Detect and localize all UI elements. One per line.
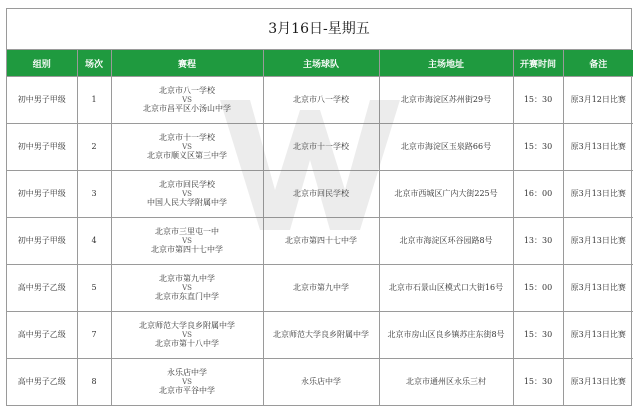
cell-home-team: 北京师范大学良乡附属中学 bbox=[263, 312, 379, 359]
team-a: 北京市八一学校 bbox=[159, 85, 215, 95]
vs-label: VS bbox=[182, 142, 192, 151]
column-header-match: 场次 bbox=[77, 50, 111, 77]
cell-match: 3 bbox=[77, 171, 111, 218]
cell-match: 8 bbox=[77, 359, 111, 406]
team-a: 永乐店中学 bbox=[167, 367, 207, 377]
team-b: 北京市顺义区第三中学 bbox=[147, 151, 227, 161]
team-b: 北京市第十八中学 bbox=[155, 339, 219, 349]
cell-time: 13：30 bbox=[513, 218, 563, 265]
cell-note: 原3月12日比赛 bbox=[563, 77, 633, 124]
cell-group: 高中男子乙级 bbox=[7, 359, 77, 406]
team-b: 北京市东直门中学 bbox=[155, 292, 219, 302]
cell-note: 原3月13日比赛 bbox=[563, 312, 633, 359]
cell-note: 原3月13日比赛 bbox=[563, 124, 633, 171]
cell-match: 1 bbox=[77, 77, 111, 124]
cell-match: 2 bbox=[77, 124, 111, 171]
cell-match: 5 bbox=[77, 265, 111, 312]
table-header-row bbox=[7, 50, 633, 77]
cell-fixture bbox=[111, 359, 263, 406]
team-b: 北京市平谷中学 bbox=[159, 386, 215, 396]
cell-address: 北京市海淀区苏州街29号 bbox=[379, 77, 513, 124]
team-a: 北京市第九中学 bbox=[159, 273, 215, 283]
team-a: 北京市回民学校 bbox=[159, 179, 215, 189]
cell-group: 高中男子乙级 bbox=[7, 312, 77, 359]
team-b: 北京市昌平区小汤山中学 bbox=[143, 104, 231, 114]
cell-home-team: 北京市八一学校 bbox=[263, 77, 379, 124]
table-row bbox=[7, 265, 633, 312]
team-b: 北京市第四十七中学 bbox=[151, 245, 223, 255]
column-header-note: 备注 bbox=[563, 50, 633, 77]
table-row bbox=[7, 359, 633, 406]
team-b: 中国人民大学附属中学 bbox=[147, 198, 227, 208]
column-header-home-team: 主场球队 bbox=[263, 50, 379, 77]
team-a: 北京师范大学良乡附属中学 bbox=[139, 320, 235, 330]
cell-address: 北京市西城区广内大街225号 bbox=[379, 171, 513, 218]
cell-note: 原3月13日比赛 bbox=[563, 359, 633, 406]
cell-fixture bbox=[111, 124, 263, 171]
cell-home-team: 北京市十一学校 bbox=[263, 124, 379, 171]
cell-time: 15：30 bbox=[513, 312, 563, 359]
cell-note: 原3月13日比赛 bbox=[563, 218, 633, 265]
cell-address: 北京市海淀区环谷园路8号 bbox=[379, 218, 513, 265]
vs-label: VS bbox=[182, 236, 192, 245]
cell-home-team: 北京市回民学校 bbox=[263, 171, 379, 218]
column-header-start-time: 开赛时间 bbox=[513, 50, 563, 77]
cell-match: 4 bbox=[77, 218, 111, 265]
column-header-group: 组别 bbox=[7, 50, 77, 77]
page-title: 3月16日-星期五 bbox=[7, 9, 631, 50]
cell-fixture bbox=[111, 77, 263, 124]
schedule-sheet bbox=[6, 8, 632, 406]
cell-group: 初中男子甲级 bbox=[7, 218, 77, 265]
vs-label: VS bbox=[182, 377, 192, 386]
cell-address: 北京市石景山区模式口大街16号 bbox=[379, 265, 513, 312]
cell-time: 16：00 bbox=[513, 171, 563, 218]
cell-match: 7 bbox=[77, 312, 111, 359]
vs-label: VS bbox=[182, 95, 192, 104]
cell-time: 15：30 bbox=[513, 124, 563, 171]
cell-group: 初中男子甲级 bbox=[7, 171, 77, 218]
cell-home-team: 北京市第九中学 bbox=[263, 265, 379, 312]
table-row bbox=[7, 77, 633, 124]
team-a: 北京市三里屯一中 bbox=[155, 226, 219, 236]
cell-fixture bbox=[111, 312, 263, 359]
cell-time: 15：30 bbox=[513, 359, 563, 406]
table-row bbox=[7, 124, 633, 171]
cell-group: 初中男子甲级 bbox=[7, 124, 77, 171]
table-row bbox=[7, 218, 633, 265]
column-header-home-address: 主场地址 bbox=[379, 50, 513, 77]
cell-home-team: 北京市第四十七中学 bbox=[263, 218, 379, 265]
cell-address: 北京市海淀区玉泉路66号 bbox=[379, 124, 513, 171]
vs-label: VS bbox=[182, 189, 192, 198]
cell-fixture bbox=[111, 171, 263, 218]
cell-address: 北京市房山区良乡镇苏庄东街8号 bbox=[379, 312, 513, 359]
cell-fixture bbox=[111, 265, 263, 312]
cell-group: 高中男子乙级 bbox=[7, 265, 77, 312]
cell-home-team: 永乐店中学 bbox=[263, 359, 379, 406]
cell-time: 15：00 bbox=[513, 265, 563, 312]
cell-group: 初中男子甲级 bbox=[7, 77, 77, 124]
cell-note: 原3月13日比赛 bbox=[563, 265, 633, 312]
column-header-fixture: 赛程 bbox=[111, 50, 263, 77]
team-a: 北京市十一学校 bbox=[159, 132, 215, 142]
vs-label: VS bbox=[182, 283, 192, 292]
table-row bbox=[7, 171, 633, 218]
table-row bbox=[7, 312, 633, 359]
cell-note: 原3月13日比赛 bbox=[563, 171, 633, 218]
vs-label: VS bbox=[182, 330, 192, 339]
cell-address: 北京市通州区永乐三村 bbox=[379, 359, 513, 406]
schedule-table bbox=[7, 50, 633, 405]
cell-fixture bbox=[111, 218, 263, 265]
cell-time: 15：30 bbox=[513, 77, 563, 124]
